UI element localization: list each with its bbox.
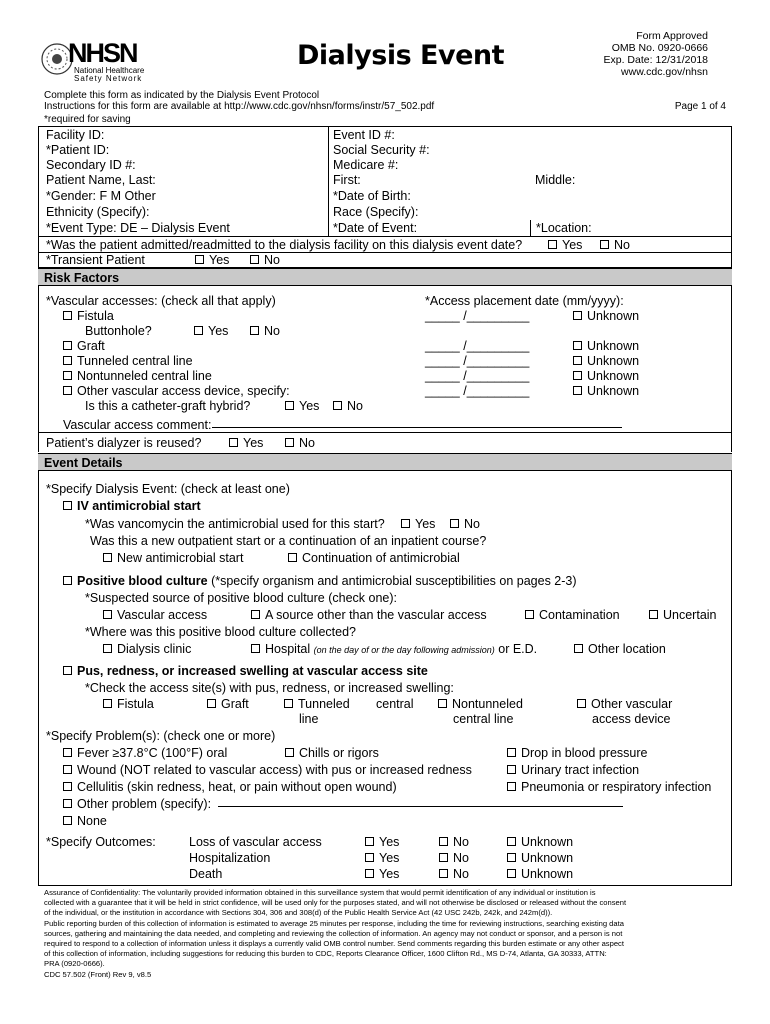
tunneled-date[interactable]: _____ /_________: [425, 354, 530, 368]
unknown-label: Unknown: [587, 354, 640, 368]
transient-question: *Transient Patient: [46, 253, 145, 267]
checkbox-icon: [401, 519, 410, 528]
footer-line: of this collection of information, including suggestions for reducing this burden to CDC, Reports Clearance Officer, 1600 Clifton Rd., MS D-74, Atlanta, GA 30333, ATTN:: [44, 949, 607, 959]
checkbox-icon: [63, 748, 72, 757]
specify-event-label: *Specify Dialysis Event: (check at least one): [46, 482, 290, 496]
other-problem-label: Other problem (specify):: [77, 797, 212, 811]
site-graft-checkbox[interactable]: [207, 697, 249, 711]
checkbox-icon: [365, 837, 374, 846]
other-device-unknown[interactable]: [573, 384, 639, 398]
checkbox-icon: [573, 386, 582, 395]
loss-no[interactable]: [439, 835, 469, 849]
yes-label: Yes: [299, 399, 320, 413]
checkbox-icon: [649, 610, 658, 619]
vanco-yes[interactable]: [401, 517, 435, 531]
vascular-accesses-label: *Vascular accesses: (check all that apply): [46, 294, 276, 308]
hosp-unknown[interactable]: [507, 851, 573, 865]
other-location-label: Other location: [588, 642, 666, 656]
checkbox-icon: [63, 341, 72, 350]
intro-line2: Instructions for this form are available at http://www.cdc.gov/nhsn/forms/instr/57_502.pdf: [44, 101, 435, 112]
graft-unknown[interactable]: [573, 339, 639, 353]
event-type-field: *Event Type: DE – Dialysis Event: [46, 221, 230, 235]
footer-line: collected with a guarantee that it will be held in strict confidence, will be used only for the purposes stated, and will not otherwise be disclosed or released without the consent: [44, 898, 627, 908]
continuation-checkbox[interactable]: [288, 551, 460, 565]
yes-label: Yes: [208, 324, 229, 338]
hospital-note: (on the day of or the day following admission): [313, 645, 495, 655]
checkbox-icon: [450, 519, 459, 528]
footer-disclaimer: [44, 888, 626, 980]
no-label: No: [453, 867, 469, 881]
checkbox-icon: [63, 782, 72, 791]
checkbox-icon: [103, 553, 112, 562]
site-other-label: Other vascular: [591, 697, 673, 711]
hybrid-label: Is this a catheter-graft hybrid?: [85, 399, 251, 413]
pus-checkbox[interactable]: [63, 664, 428, 678]
pbc-note: (*specify organism and antimicrobial susceptibilities on pages 2-3): [211, 574, 577, 588]
facility-id-field[interactable]: Facility ID:: [46, 128, 105, 142]
secondary-id-field[interactable]: Secondary ID #:: [46, 158, 136, 172]
ssn-field[interactable]: Social Security #:: [333, 143, 430, 157]
site-fistula-checkbox[interactable]: [103, 697, 154, 711]
required-note: *required for saving: [44, 114, 131, 125]
no-label: No: [453, 851, 469, 865]
checkbox-icon: [574, 644, 583, 653]
uncertain-checkbox[interactable]: [649, 608, 717, 622]
checkbox-icon: [284, 699, 293, 708]
contamination-checkbox[interactable]: [525, 608, 620, 622]
checkbox-icon: [63, 666, 72, 675]
dialysis-clinic-checkbox[interactable]: [103, 642, 191, 656]
transient-yes[interactable]: [195, 253, 229, 267]
no-label: No: [453, 835, 469, 849]
outcomes-label: *Specify Outcomes:: [46, 835, 156, 849]
death-unknown[interactable]: [507, 867, 573, 881]
wound-checkbox[interactable]: [63, 763, 472, 777]
omb-line: OMB No. 0920-0666: [611, 42, 708, 54]
site-other-checkbox[interactable]: [577, 697, 672, 711]
logo-text: NHSN: [68, 38, 137, 68]
other-problem-checkbox[interactable]: [63, 797, 211, 811]
tunneled-unknown[interactable]: [573, 354, 639, 368]
checkbox-icon: [103, 610, 112, 619]
checkbox-icon: [251, 610, 260, 619]
site-nontunneled-label: Nontunneled: [452, 697, 523, 711]
iv-start-checkbox[interactable]: [63, 499, 201, 513]
no-label: No: [264, 324, 280, 338]
loss-yes[interactable]: [365, 835, 399, 849]
checkbox-icon: [63, 765, 72, 774]
site-fistula-label: Fistula: [117, 697, 154, 711]
src-vascular-label: Vascular access: [117, 608, 208, 622]
uti-label: Urinary tract infection: [521, 763, 640, 777]
yes-label: Yes: [379, 851, 400, 865]
checkbox-icon: [285, 438, 294, 447]
transient-no[interactable]: [250, 253, 280, 267]
footer-line: Assurance of Confidentiality: The voluntarily provided information obtained in this surveillance system that would permit identification of any individual or institution is: [44, 888, 596, 897]
dialyzer-yes[interactable]: [229, 436, 263, 450]
checkbox-icon: [600, 240, 609, 249]
site-tunneled-checkbox[interactable]: [284, 697, 350, 711]
event-details-header: Event Details: [38, 453, 732, 471]
unknown-label: Unknown: [521, 867, 574, 881]
chills-label: Chills or rigors: [299, 746, 379, 760]
middle-name-field[interactable]: Middle:: [535, 173, 576, 187]
unknown-label: Unknown: [587, 369, 640, 383]
event-id-field[interactable]: Event ID #:: [333, 128, 395, 142]
none-label: None: [77, 814, 107, 828]
pneumonia-checkbox[interactable]: [507, 780, 711, 794]
placement-date-label: *Access placement date (mm/yyyy):: [425, 294, 624, 308]
omb-block: [604, 30, 709, 78]
checkbox-icon: [507, 853, 516, 862]
hospital-label: Hospital: [265, 642, 311, 656]
checkbox-icon: [507, 837, 516, 846]
checkbox-icon: [63, 356, 72, 365]
checkbox-icon: [573, 371, 582, 380]
checkbox-icon: [103, 699, 112, 708]
hybrid-yes[interactable]: [285, 399, 319, 413]
death-label: Death: [189, 867, 223, 881]
fever-label: Fever ≥37.8°C (100°F) oral: [77, 746, 228, 760]
risk-factors-header: Risk Factors: [38, 268, 732, 286]
site-nontunneled-checkbox[interactable]: [438, 697, 523, 711]
fistula-date[interactable]: _____ /_________: [425, 309, 530, 323]
medicare-field[interactable]: Medicare #:: [333, 158, 399, 172]
uti-checkbox[interactable]: [507, 763, 639, 777]
omb-line: Form Approved: [636, 30, 708, 42]
checkbox-icon: [573, 311, 582, 320]
hybrid-no[interactable]: [333, 399, 363, 413]
intro-line1: Complete this form as indicated by the Dialysis Event Protocol: [44, 90, 320, 101]
vanco-question: *Was vancomycin the antimicrobial used for this start?: [85, 517, 385, 531]
page-title: Dialysis Event: [297, 40, 505, 71]
nontunneled-unknown[interactable]: [573, 369, 639, 383]
checkbox-icon: [103, 644, 112, 653]
other-device-date[interactable]: _____ /_________: [425, 384, 530, 398]
tunneled-label: Tunneled central line: [77, 354, 193, 368]
patient-id-field[interactable]: *Patient ID:: [46, 143, 110, 157]
other-problem-input[interactable]: [218, 796, 623, 807]
nhsn-logo: [40, 40, 150, 84]
checkbox-icon: [333, 401, 342, 410]
pus-label: Pus, redness, or increased swelling at vascular access site: [77, 664, 428, 678]
src-other-label: A source other than the vascular access: [265, 608, 487, 622]
checkbox-icon: [229, 438, 238, 447]
hosp-yes[interactable]: [365, 851, 399, 865]
checkbox-icon: [63, 576, 72, 585]
checkbox-icon: [439, 853, 448, 862]
chills-checkbox[interactable]: [285, 746, 379, 760]
cellulitis-checkbox[interactable]: [63, 780, 397, 794]
wound-label: Wound (NOT related to vascular access) with pus or increased redness: [77, 763, 472, 777]
fistula-label: Fistula: [77, 309, 114, 323]
comment-label: Vascular access comment:: [63, 418, 212, 432]
fever-checkbox[interactable]: [63, 746, 227, 760]
no-label: No: [464, 517, 480, 531]
check-sites-label: *Check the access site(s) with pus, redness, or increased swelling:: [85, 681, 454, 695]
checkbox-icon: [548, 240, 557, 249]
site-line-label: line: [299, 712, 319, 726]
fistula-checkbox[interactable]: [63, 309, 114, 323]
footer-line: Public reporting burden of this collection of information is estimated to average 25 minutes per response, including the time for reviewing instructions, searching existing data: [44, 918, 624, 928]
checkbox-icon: [573, 341, 582, 350]
death-yes[interactable]: [365, 867, 399, 881]
problems-label: *Specify Problem(s): (check one or more): [46, 729, 276, 743]
drop-bp-label: Drop in blood pressure: [521, 746, 648, 760]
yes-label: Yes: [243, 436, 264, 450]
checkbox-icon: [194, 326, 203, 335]
contamination-label: Contamination: [539, 608, 620, 622]
cellulitis-label: Cellulitis (skin redness, heat, or pain without open wound): [77, 780, 397, 794]
drop-bp-checkbox[interactable]: [507, 746, 647, 760]
footer-line: required to respond to a collection of information unless it displays a currently valid OMB control number. Send comments regarding this burden estimate or any other aspect: [44, 939, 624, 949]
checkbox-icon: [365, 853, 374, 862]
footer-form-id: CDC 57.502 (Front) Rev 9, v8.5: [44, 969, 152, 979]
logo-sub1: National Healthcare: [74, 66, 145, 75]
buttonhole-label: Buttonhole?: [85, 324, 152, 338]
yes-label: Yes: [209, 253, 230, 267]
pneumonia-label: Pneumonia or respiratory infection: [521, 780, 712, 794]
nontunneled-label: Nontunneled central line: [77, 369, 212, 383]
dialyzer-no[interactable]: [285, 436, 315, 450]
dob-field[interactable]: *Date of Birth:: [333, 189, 411, 203]
checkbox-icon: [63, 799, 72, 808]
comment-input[interactable]: [212, 417, 622, 428]
yes-label: Yes: [379, 835, 400, 849]
yes-label: Yes: [415, 517, 436, 531]
dialyzer-label: Patient’s dialyzer is reused?: [46, 436, 202, 450]
fistula-unknown[interactable]: [573, 309, 639, 323]
checkbox-icon: [285, 748, 294, 757]
last-name-field[interactable]: Patient Name, Last:: [46, 173, 156, 187]
src-vascular-checkbox[interactable]: [103, 608, 207, 622]
checkbox-icon: [439, 869, 448, 878]
checkbox-icon: [207, 699, 216, 708]
uncertain-label: Uncertain: [663, 608, 717, 622]
unknown-label: Unknown: [521, 851, 574, 865]
checkbox-icon: [507, 765, 516, 774]
new-start-checkbox[interactable]: [103, 551, 243, 565]
site-other-label-2: access device: [592, 712, 671, 726]
checkbox-icon: [507, 748, 516, 757]
or-ed-label: or E.D.: [498, 642, 538, 656]
other-device-checkbox[interactable]: [63, 384, 290, 398]
admitted-question: *Was the patient admitted/readmitted to the dialysis facility on this dialysis event date?: [46, 238, 523, 252]
yes-label: Yes: [562, 238, 583, 252]
graft-checkbox[interactable]: [63, 339, 105, 353]
site-tunneled-label: Tunneled: [298, 697, 350, 711]
checkbox-icon: [573, 356, 582, 365]
omb-line: Exp. Date: 12/31/2018: [603, 54, 708, 66]
loss-unknown[interactable]: [507, 835, 573, 849]
other-location-checkbox[interactable]: [574, 642, 666, 656]
gender-field[interactable]: *Gender: F M Other: [46, 189, 156, 203]
date-of-event-field[interactable]: *Date of Event:: [333, 221, 418, 235]
checkbox-icon: [63, 371, 72, 380]
no-label: No: [347, 399, 363, 413]
no-label: No: [264, 253, 280, 267]
site-central-label: central: [376, 697, 414, 711]
outpatient-question: Was this a new outpatient start or a continuation of an inpatient course?: [90, 534, 487, 548]
unknown-label: Unknown: [587, 384, 640, 398]
hospitalization-label: Hospitalization: [189, 851, 271, 865]
checkbox-icon: [288, 553, 297, 562]
tunneled-checkbox[interactable]: [63, 354, 193, 368]
hospital-checkbox[interactable]: [251, 642, 537, 656]
other-device-label: Other vascular access device, specify:: [77, 384, 290, 398]
omb-line: www.cdc.gov/nhsn: [621, 66, 708, 78]
dialysis-clinic-label: Dialysis clinic: [117, 642, 192, 656]
iv-start-label: IV antimicrobial start: [77, 499, 201, 513]
graft-label: Graft: [77, 339, 105, 353]
first-name-field[interactable]: First:: [333, 173, 361, 187]
src-other-checkbox[interactable]: [251, 608, 487, 622]
checkbox-icon: [250, 255, 259, 264]
nontunneled-date[interactable]: _____ /_________: [425, 369, 530, 383]
checkbox-icon: [250, 326, 259, 335]
suspected-label: *Suspected source of positive blood culture (check one):: [85, 591, 397, 605]
graft-date[interactable]: _____ /_________: [425, 339, 530, 353]
footer-line: of the individual, or the institution in accordance with Sections 304, 306 and 308(d) of the Public Health Service Act (42 USC 242b, 242k, and 242m(d)).: [44, 908, 553, 918]
loss-label: Loss of vascular access: [189, 835, 322, 849]
unknown-label: Unknown: [587, 309, 640, 323]
checkbox-icon: [507, 869, 516, 878]
checkbox-icon: [365, 869, 374, 878]
checkbox-icon: [63, 816, 72, 825]
checkbox-icon: [63, 386, 72, 395]
site-central-line-label: central line: [453, 712, 514, 726]
page-number: Page 1 of 4: [674, 101, 726, 112]
checkbox-icon: [285, 401, 294, 410]
logo-sub2: Safety Network: [74, 74, 143, 83]
ethnicity-field[interactable]: Ethnicity (Specify):: [46, 205, 150, 219]
unknown-label: Unknown: [587, 339, 640, 353]
unknown-label: Unknown: [521, 835, 574, 849]
admitted-yes[interactable]: [548, 238, 582, 252]
checkbox-icon: [507, 782, 516, 791]
pbc-label: Positive blood culture: [77, 574, 208, 588]
pbc-checkbox[interactable]: [63, 574, 577, 588]
buttonhole-yes[interactable]: [194, 324, 228, 338]
footer-line: sources, gathering and maintaining the data needed, and completing and reviewing the collection of information. An agency may not conduct or sponsor, and a person is not: [44, 928, 623, 938]
yes-label: Yes: [379, 867, 400, 881]
new-start-label: New antimicrobial start: [117, 551, 244, 565]
buttonhole-no[interactable]: [250, 324, 280, 338]
hosp-no[interactable]: [439, 851, 469, 865]
checkbox-icon: [525, 610, 534, 619]
checkbox-icon: [63, 311, 72, 320]
checkbox-icon: [63, 501, 72, 510]
no-label: No: [299, 436, 315, 450]
checkbox-icon: [195, 255, 204, 264]
location-field[interactable]: *Location:: [536, 221, 592, 235]
checkbox-icon: [439, 837, 448, 846]
admitted-no[interactable]: [600, 238, 630, 252]
checkbox-icon: [577, 699, 586, 708]
none-checkbox[interactable]: [63, 814, 107, 828]
checkbox-icon: [251, 644, 260, 653]
nontunneled-checkbox[interactable]: [63, 369, 212, 383]
death-no[interactable]: [439, 867, 469, 881]
vanco-no[interactable]: [450, 517, 480, 531]
footer-line: PRA (0920-0666).: [44, 959, 105, 969]
no-label: No: [614, 238, 630, 252]
where-label: *Where was this positive blood culture collected?: [85, 625, 356, 639]
race-field[interactable]: Race (Specify):: [333, 205, 419, 219]
continuation-label: Continuation of antimicrobial: [302, 551, 460, 565]
site-graft-label: Graft: [221, 697, 249, 711]
checkbox-icon: [438, 699, 447, 708]
